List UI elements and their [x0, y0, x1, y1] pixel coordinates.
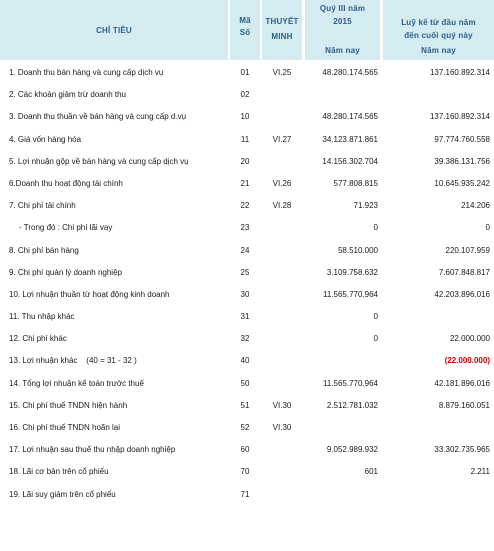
header-note-line1: THUYẾT: [265, 17, 299, 26]
row-code: 52: [240, 423, 250, 432]
row-label: 5. Lợi nhuận gộp về bán hàng và cung cấp dịch vụ: [9, 156, 189, 166]
row-quarter-value: 9.052.989.932: [326, 445, 378, 455]
row-label: 18. Lãi cơ bản trên cổ phiếu: [9, 467, 109, 477]
row-note: VI.30: [272, 400, 292, 410]
table-row: [0, 306, 494, 328]
row-quarter-value: 48.280.174.565: [322, 112, 378, 122]
row-quarter-value: 11.565.770.964: [322, 289, 378, 299]
row-code: 25: [240, 267, 250, 277]
table-row: [0, 461, 494, 483]
row-code: 02: [240, 90, 250, 100]
row-code: 24: [240, 245, 250, 255]
row-code: 71: [240, 489, 250, 499]
header-ytd-line1: Luỹ kế từ đầu năm: [401, 18, 476, 27]
row-label: 8. Chi phí bán hàng: [9, 245, 79, 255]
table-row: [0, 328, 494, 350]
row-quarter-value: 577.808.815: [333, 178, 378, 188]
table-row: [0, 395, 494, 417]
row-label: 16. Chi phí thuế TNDN hoãn lại: [9, 423, 121, 432]
row-ytd-value: 22.000.000: [449, 334, 490, 344]
table-row: [0, 284, 494, 306]
row-note: VI.30: [272, 423, 292, 432]
row-quarter-value: 0: [373, 334, 378, 344]
row-code: 22: [240, 201, 250, 211]
row-label: - Trong đó : Chi phí lãi vay: [19, 223, 113, 233]
row-quarter-value: 11.565.770.964: [322, 378, 378, 388]
row-ytd-value: 10.645.935.242: [434, 178, 490, 188]
row-ytd-value: 220.107.959: [445, 245, 490, 255]
row-ytd-value: 7.607.848.817: [438, 267, 490, 277]
table-row: [0, 151, 494, 173]
row-label: 19. Lãi suy giảm trên cổ phiếu: [9, 489, 116, 499]
row-label: 4. Giá vốn hàng hóa: [9, 134, 82, 144]
row-quarter-value: 14.156.302.704: [322, 156, 378, 166]
header-quarter-line1: Quý III năm: [319, 4, 366, 13]
row-ytd-value-negative: (22.000.000): [444, 356, 490, 366]
row-quarter-value: 48.280.174.565: [322, 68, 378, 77]
header-ytd-line2: đến cuối quý này: [404, 31, 473, 40]
row-label: 1. Doanh thu bán hàng và cung cấp dịch vụ: [9, 68, 164, 77]
row-ytd-value: 137.160.892.314: [429, 68, 490, 77]
row-quarter-value: 3.109.758.632: [326, 267, 378, 277]
row-code: 10: [240, 112, 250, 122]
row-note: VI.28: [272, 201, 292, 211]
row-quarter-value: 58.510.000: [337, 245, 378, 255]
table-row: [0, 439, 494, 461]
table-row: [0, 240, 494, 262]
table-row: [0, 129, 494, 151]
table-row: [0, 173, 494, 195]
header-quarter-line2: 2015: [333, 17, 352, 26]
row-ytd-value: 137.160.892.314: [429, 112, 490, 122]
row-label: 17. Lợi nhuận sau thuế thu nhập doanh nghiệp: [9, 445, 176, 455]
table-row: [0, 106, 494, 128]
row-code: 40: [240, 356, 250, 366]
header-indicator: CHỈ TIÊU: [96, 26, 132, 35]
row-ytd-value: 39.386.131.756: [434, 156, 490, 166]
row-label: 11. Thu nhập khác: [9, 312, 75, 322]
row-label: 13. Lợi nhuận khác (40 = 31 - 32 ): [9, 356, 137, 366]
header-bg-note: [262, 0, 302, 60]
row-ytd-value: 0: [485, 223, 490, 233]
table-row: [0, 84, 494, 106]
row-code: 32: [240, 334, 250, 344]
row-quarter-value: 71.923: [353, 201, 378, 211]
row-code: 11: [240, 134, 250, 144]
row-code: 50: [240, 378, 250, 388]
header-note-line2: MINH: [271, 32, 293, 41]
row-code: 31: [240, 312, 250, 322]
row-note: VI.27: [272, 134, 292, 144]
row-code: 01: [240, 68, 250, 77]
row-quarter-value: 34.123.871.861: [322, 134, 378, 144]
row-ytd-value: 97.774.760.558: [434, 134, 490, 144]
row-quarter-value: 2.512.781.032: [326, 400, 378, 410]
table-row: [0, 62, 494, 84]
header-ytd-sub: Năm nay: [421, 46, 456, 55]
header-quarter-sub: Năm nay: [325, 46, 360, 55]
row-note: VI.26: [272, 178, 292, 188]
row-code: 60: [240, 445, 250, 455]
row-ytd-value: 42.181.896.016: [434, 378, 490, 388]
row-label: 6.Doanh thu hoạt động tài chính: [9, 178, 123, 188]
row-code: 21: [240, 178, 250, 188]
table-row: [0, 484, 494, 506]
row-label: 3. Doanh thu thuần về bán hàng và cung cấp d.vụ: [9, 112, 187, 122]
table-row: [0, 417, 494, 439]
row-code: 23: [240, 223, 250, 233]
table-row: [0, 195, 494, 217]
row-label: 7. Chi phí tài chính: [9, 201, 76, 211]
row-quarter-value: 0: [373, 312, 378, 322]
row-code: 51: [240, 400, 250, 410]
row-label: 12. Chi phí khác: [9, 334, 67, 344]
header-code-line1: Mã: [239, 16, 251, 25]
row-ytd-value: 214.206: [461, 201, 490, 211]
table-row: [0, 350, 494, 372]
row-label: 10. Lợi nhuận thuần từ hoạt động kinh doanh: [9, 289, 170, 299]
row-ytd-value: 42.203.896.016: [434, 289, 490, 299]
row-label: 9. Chi phí quản lý doanh nghiệp: [9, 267, 122, 277]
row-quarter-value: 0: [373, 223, 378, 233]
table-body: [0, 62, 494, 506]
table-row: [0, 373, 494, 395]
row-ytd-value: 33.302.735.965: [434, 445, 490, 455]
table-row: [0, 262, 494, 284]
row-note: VI.25: [272, 68, 292, 77]
row-ytd-value: 8.879.160.051: [438, 400, 490, 410]
header-code-line2: Số: [239, 28, 251, 37]
row-label: 15. Chi phí thuế TNDN hiện hành: [9, 400, 128, 410]
row-code: 30: [240, 289, 250, 299]
table-header: [0, 0, 494, 60]
row-code: 20: [240, 156, 250, 166]
row-label: 14. Tổng lợi nhuận kế toán trước thuế: [9, 378, 144, 388]
row-code: 70: [240, 467, 250, 477]
row-ytd-value: 2.211: [470, 467, 490, 477]
row-label: 2. Các khoản giảm trừ doanh thu: [9, 90, 126, 100]
row-quarter-value: 601: [364, 467, 378, 477]
table-row: [0, 217, 494, 239]
